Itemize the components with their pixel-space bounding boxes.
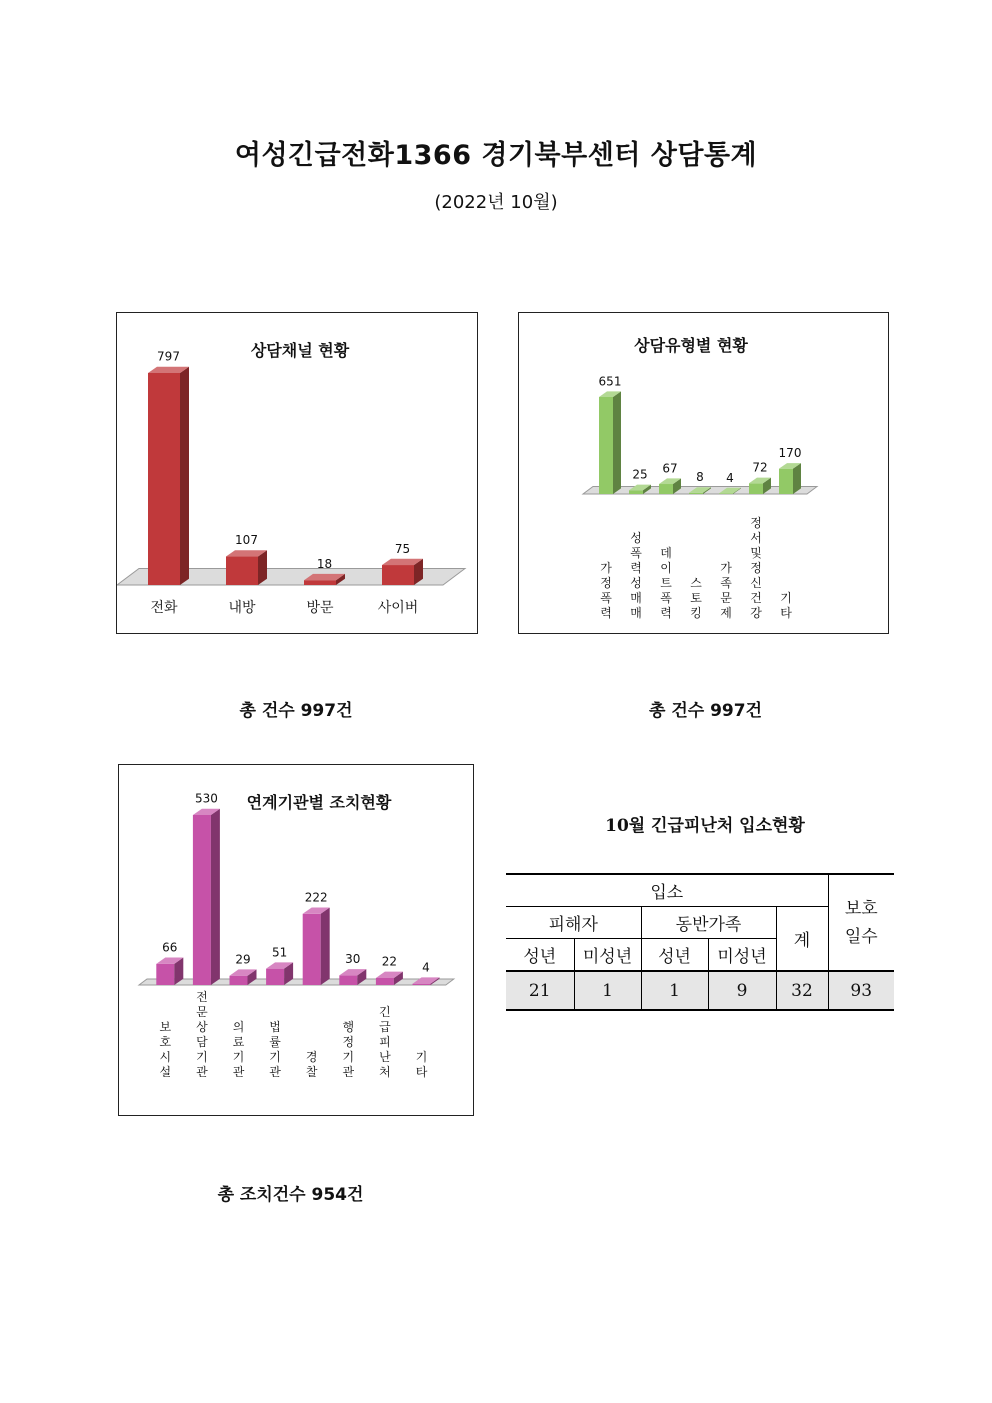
- bar: [148, 373, 180, 585]
- data-label: 4: [422, 960, 430, 975]
- chart-title: 연계기관별 조치현황: [246, 793, 392, 812]
- chart-floor: [139, 979, 454, 985]
- chart-title: 상담유형별 현황: [634, 336, 748, 355]
- tick-label: 정 서 및 정 신 건 강: [750, 516, 762, 620]
- data-label: 797: [157, 349, 180, 364]
- bar: [304, 580, 336, 585]
- data-label: 67: [662, 461, 678, 476]
- bar-side: [321, 907, 330, 985]
- tick-label: 기 타: [415, 1050, 428, 1079]
- header-sum: 계: [776, 907, 828, 972]
- data-label: 530: [194, 791, 218, 806]
- bar: [156, 964, 174, 985]
- cell-sum: 32: [776, 971, 828, 1010]
- bar-side: [211, 809, 220, 985]
- bar: [629, 490, 643, 494]
- tick-label: 전화: [150, 600, 178, 616]
- chart-agency: [118, 764, 474, 1116]
- bar: [193, 815, 211, 985]
- data-label: 66: [162, 940, 178, 955]
- bar: [689, 493, 703, 494]
- bar: [382, 565, 414, 585]
- header-family-adult: 성년: [641, 939, 708, 972]
- tick-label: 가 정 폭 력: [600, 561, 612, 620]
- header-protect-days-text: 보호 일수: [844, 898, 878, 947]
- cell-victim-minor: 1: [574, 971, 641, 1010]
- bar-side: [180, 367, 189, 585]
- header-family-minor: 미성년: [708, 939, 776, 972]
- bar: [230, 976, 248, 985]
- bar: [779, 469, 793, 494]
- tick-label: 법 률 기 관: [269, 1020, 281, 1079]
- tick-label: 전 문 상 담 기 관: [196, 990, 208, 1079]
- chart-title: 상담채널 현황: [250, 341, 350, 360]
- bar: [226, 557, 258, 585]
- header-family: 동반가족: [641, 907, 776, 939]
- cell-family-minor: 9: [708, 971, 776, 1010]
- cell-family-adult: 1: [641, 971, 708, 1010]
- header-victim-minor: 미성년: [574, 939, 641, 972]
- cell-victim-adult: 21: [506, 971, 574, 1010]
- bar: [599, 397, 613, 494]
- header-victim-adult: 성년: [506, 939, 574, 972]
- table-row: [506, 971, 894, 1010]
- tick-label: 내방: [228, 600, 256, 616]
- bar-side: [613, 391, 621, 494]
- data-label: 222: [304, 890, 328, 905]
- bar: [339, 975, 357, 985]
- tick-label: 긴 급 피 난 처: [379, 1005, 391, 1079]
- chart-channel-svg: [117, 313, 477, 633]
- tick-label: 행 정 기 관: [342, 1020, 355, 1079]
- total-type: 총 건수 997건: [648, 701, 762, 721]
- page-title: 여성긴급전화1366 경기북부센터 상담통계: [234, 140, 758, 171]
- tick-label: 사이버: [377, 600, 419, 616]
- header-protect-days: [828, 874, 894, 971]
- tick-label: 데 이 트 폭 력: [660, 546, 672, 620]
- tick-label: 스 토 킹: [690, 576, 702, 620]
- header-victim: 피해자: [506, 907, 641, 939]
- data-label: 107: [235, 533, 258, 548]
- bar: [376, 978, 394, 985]
- tick-label: 가 족 문 제: [720, 561, 732, 620]
- tick-label: 성 폭 력 성 매 매: [630, 531, 642, 620]
- data-label: 8: [696, 470, 704, 485]
- data-label: 75: [394, 541, 411, 556]
- tick-label: 의 료 기 관: [232, 1020, 245, 1079]
- tick-label: 경 찰: [305, 1050, 318, 1079]
- chart-type: [518, 312, 889, 634]
- shelter-table: [506, 873, 894, 1011]
- data-label: 51: [271, 945, 288, 960]
- data-label: 30: [345, 952, 361, 967]
- data-label: 18: [316, 556, 333, 571]
- chart-agency-svg: [119, 765, 473, 1115]
- data-label: 22: [381, 954, 398, 969]
- tick-label: 기 타: [780, 591, 792, 620]
- tick-label: 방문: [306, 600, 334, 616]
- data-label: 170: [778, 446, 802, 461]
- bar: [719, 493, 733, 494]
- data-label: 651: [598, 374, 622, 389]
- chart-channel: [116, 312, 478, 634]
- data-label: 29: [235, 952, 251, 967]
- bar: [659, 484, 673, 494]
- total-channel: 총 건수 997건: [239, 701, 353, 721]
- bar: [303, 914, 321, 985]
- shelter-title: 10월 긴급피난처 입소현황: [605, 816, 805, 836]
- cell-days: 93: [828, 971, 894, 1010]
- total-agency: 총 조치건수 954건: [217, 1185, 364, 1205]
- tick-label: 보 호 시 설: [159, 1020, 172, 1079]
- bar: [749, 483, 763, 494]
- data-label: 72: [752, 460, 768, 475]
- bar: [266, 969, 284, 985]
- chart-type-svg: [519, 313, 888, 633]
- header-admission: 입소: [506, 874, 828, 907]
- bar: [413, 984, 431, 985]
- page-subtitle: (2022년 10월): [434, 192, 558, 213]
- data-label: 25: [632, 467, 648, 482]
- data-label: 4: [726, 470, 734, 485]
